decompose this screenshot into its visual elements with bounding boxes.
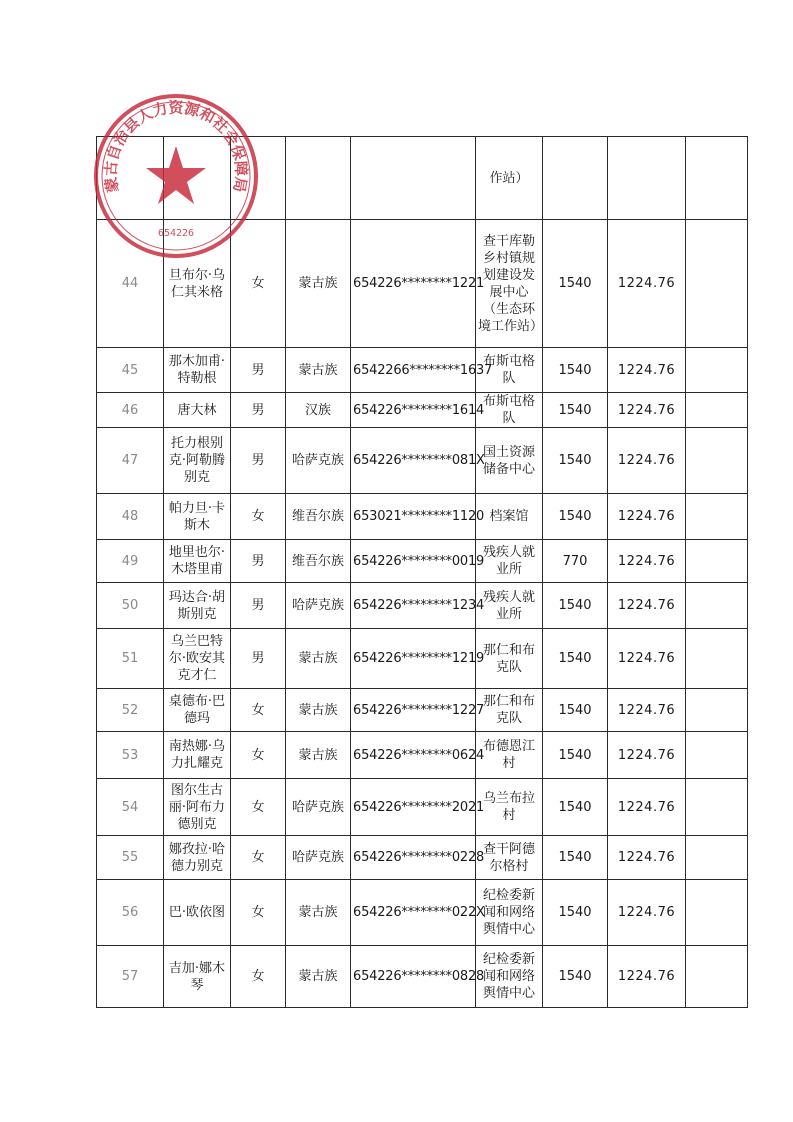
cell-work-unit: 残疾人就业所 bbox=[476, 583, 543, 629]
cell-work-unit: 作站） bbox=[476, 137, 543, 220]
cell-work-unit: 布斯屯格队 bbox=[476, 348, 543, 393]
cell-ethnicity bbox=[286, 137, 351, 220]
table-row bbox=[97, 629, 748, 689]
cell-subsidy-amount: 1224.76 bbox=[608, 583, 686, 629]
cell-subsidy-amount: 1224.76 bbox=[608, 946, 686, 1008]
cell-work-unit: 乌兰布拉村 bbox=[476, 779, 543, 836]
cell-id-number: 654226********1234 bbox=[351, 583, 476, 629]
cell-person-name: 那木加甫·特勒根 bbox=[164, 348, 231, 393]
cell-row-index: 45 bbox=[97, 348, 164, 393]
cell-row-index: 52 bbox=[97, 689, 164, 732]
cell-row-index: 56 bbox=[97, 880, 164, 946]
cell-work-unit: 国土资源储备中心 bbox=[476, 428, 543, 494]
cell-subsidy-amount: 1224.76 bbox=[608, 393, 686, 428]
table-row bbox=[97, 393, 748, 428]
cell-person-name: 乌兰巴特尔·欧安其克才仁 bbox=[164, 629, 231, 689]
cell-person-name: 吉加·娜木琴 bbox=[164, 946, 231, 1008]
cell-remarks bbox=[686, 779, 748, 836]
cell-person-name: 桌德布·巴德玛 bbox=[164, 689, 231, 732]
table-row bbox=[97, 880, 748, 946]
cell-row-index: 48 bbox=[97, 494, 164, 540]
cell-remarks bbox=[686, 732, 748, 779]
table-row bbox=[97, 779, 748, 836]
cell-base-amount: 1540 bbox=[543, 220, 608, 348]
cell-person-name: 图尔生古丽·阿布力德别克 bbox=[164, 779, 231, 836]
cell-ethnicity: 蒙古族 bbox=[286, 946, 351, 1008]
cell-ethnicity: 蒙古族 bbox=[286, 348, 351, 393]
cell-person-name: 托力根别克·阿勒腾别克 bbox=[164, 428, 231, 494]
cell-work-unit: 布德恩江村 bbox=[476, 732, 543, 779]
cell-id-number: 654226********0228 bbox=[351, 836, 476, 880]
cell-gender: 女 bbox=[231, 689, 286, 732]
cell-remarks bbox=[686, 583, 748, 629]
table-row bbox=[97, 583, 748, 629]
cell-row-index: 51 bbox=[97, 629, 164, 689]
cell-remarks bbox=[686, 836, 748, 880]
cell-ethnicity: 蒙古族 bbox=[286, 732, 351, 779]
cell-base-amount: 1540 bbox=[543, 946, 608, 1008]
cell-person-name: 巴·欧依图 bbox=[164, 880, 231, 946]
cell-base-amount: 1540 bbox=[543, 348, 608, 393]
cell-gender: 男 bbox=[231, 428, 286, 494]
cell-gender: 女 bbox=[231, 494, 286, 540]
cell-subsidy-amount: 1224.76 bbox=[608, 348, 686, 393]
cell-row-index: 55 bbox=[97, 836, 164, 880]
cell-gender: 男 bbox=[231, 629, 286, 689]
cell-remarks bbox=[686, 540, 748, 583]
cell-subsidy-amount: 1224.76 bbox=[608, 220, 686, 348]
cell-work-unit: 纪检委新闻和网络舆情中心 bbox=[476, 946, 543, 1008]
cell-row-index: 47 bbox=[97, 428, 164, 494]
cell-person-name: 地里也尔·木塔里甫 bbox=[164, 540, 231, 583]
cell-person-name: 娜孜拉·哈德力别克 bbox=[164, 836, 231, 880]
cell-remarks bbox=[686, 137, 748, 220]
cell-work-unit: 那仁和布克队 bbox=[476, 689, 543, 732]
cell-row-index: 49 bbox=[97, 540, 164, 583]
cell-work-unit: 查干库勒乡村镇规划建设发展中心（生态环境工作站） bbox=[476, 220, 543, 348]
cell-base-amount: 1540 bbox=[543, 689, 608, 732]
cell-remarks bbox=[686, 428, 748, 494]
cell-ethnicity: 哈萨克族 bbox=[286, 428, 351, 494]
table-row bbox=[97, 137, 748, 220]
cell-base-amount bbox=[543, 137, 608, 220]
table-row bbox=[97, 540, 748, 583]
cell-remarks bbox=[686, 946, 748, 1008]
cell-id-number: 653021********1120 bbox=[351, 494, 476, 540]
cell-subsidy-amount: 1224.76 bbox=[608, 494, 686, 540]
cell-remarks bbox=[686, 348, 748, 393]
cell-row-index: 50 bbox=[97, 583, 164, 629]
cell-row-index: 57 bbox=[97, 946, 164, 1008]
table-row bbox=[97, 732, 748, 779]
table-row bbox=[97, 220, 748, 348]
cell-id-number: 654226********1227 bbox=[351, 689, 476, 732]
cell-ethnicity: 蒙古族 bbox=[286, 689, 351, 732]
cell-subsidy-amount: 1224.76 bbox=[608, 732, 686, 779]
cell-remarks bbox=[686, 880, 748, 946]
cell-remarks bbox=[686, 629, 748, 689]
table-row bbox=[97, 494, 748, 540]
cell-row-index: 53 bbox=[97, 732, 164, 779]
cell-id-number: 654226********1219 bbox=[351, 629, 476, 689]
cell-base-amount: 1540 bbox=[543, 583, 608, 629]
cell-base-amount: 1540 bbox=[543, 732, 608, 779]
cell-gender bbox=[231, 137, 286, 220]
cell-ethnicity: 汉族 bbox=[286, 393, 351, 428]
cell-subsidy-amount: 1224.76 bbox=[608, 428, 686, 494]
cell-gender: 女 bbox=[231, 946, 286, 1008]
cell-ethnicity: 蒙古族 bbox=[286, 629, 351, 689]
cell-ethnicity: 哈萨克族 bbox=[286, 779, 351, 836]
cell-person-name: 旦布尔·乌仁其米格 bbox=[164, 220, 231, 348]
cell-base-amount: 1540 bbox=[543, 494, 608, 540]
cell-gender: 女 bbox=[231, 779, 286, 836]
cell-base-amount: 1540 bbox=[543, 629, 608, 689]
seal-code: 654226 bbox=[157, 228, 195, 239]
cell-id-number: 654226********0828 bbox=[351, 946, 476, 1008]
cell-gender: 女 bbox=[231, 880, 286, 946]
cell-work-unit: 那仁和布克队 bbox=[476, 629, 543, 689]
cell-base-amount: 1540 bbox=[543, 880, 608, 946]
cell-gender: 女 bbox=[231, 220, 286, 348]
cell-base-amount: 1540 bbox=[543, 779, 608, 836]
cell-id-number: 654226********1221 bbox=[351, 220, 476, 348]
cell-gender: 女 bbox=[231, 836, 286, 880]
cell-base-amount: 1540 bbox=[543, 428, 608, 494]
cell-id-number: 654226********1614 bbox=[351, 393, 476, 428]
cell-base-amount: 1540 bbox=[543, 836, 608, 880]
cell-person-name: 南热娜·乌力扎耀克 bbox=[164, 732, 231, 779]
cell-person-name: 玛达合·胡斯别克 bbox=[164, 583, 231, 629]
cell-ethnicity: 哈萨克族 bbox=[286, 836, 351, 880]
cell-ethnicity: 哈萨克族 bbox=[286, 583, 351, 629]
cell-ethnicity: 维吾尔族 bbox=[286, 494, 351, 540]
cell-person-name: 帕力旦·卡斯木 bbox=[164, 494, 231, 540]
cell-subsidy-amount: 1224.76 bbox=[608, 880, 686, 946]
cell-person-name: 唐大林 bbox=[164, 393, 231, 428]
cell-subsidy-amount bbox=[608, 137, 686, 220]
cell-remarks bbox=[686, 494, 748, 540]
cell-gender: 男 bbox=[231, 583, 286, 629]
cell-ethnicity: 蒙古族 bbox=[286, 220, 351, 348]
cell-row-index: 44 bbox=[97, 220, 164, 348]
cell-base-amount: 770 bbox=[543, 540, 608, 583]
cell-remarks bbox=[686, 220, 748, 348]
table-row bbox=[97, 428, 748, 494]
cell-row-index bbox=[97, 137, 164, 220]
cell-id-number bbox=[351, 137, 476, 220]
cell-work-unit: 档案馆 bbox=[476, 494, 543, 540]
cell-remarks bbox=[686, 689, 748, 732]
cell-work-unit: 纪检委新闻和网络舆情中心 bbox=[476, 880, 543, 946]
cell-gender: 男 bbox=[231, 348, 286, 393]
cell-remarks bbox=[686, 393, 748, 428]
cell-id-number: 654226********0624 bbox=[351, 732, 476, 779]
table-row bbox=[97, 348, 748, 393]
table-row bbox=[97, 946, 748, 1008]
cell-row-index: 54 bbox=[97, 779, 164, 836]
cell-id-number: 654226********022X bbox=[351, 880, 476, 946]
cell-gender: 女 bbox=[231, 732, 286, 779]
cell-gender: 男 bbox=[231, 540, 286, 583]
cell-subsidy-amount: 1224.76 bbox=[608, 540, 686, 583]
cell-gender: 男 bbox=[231, 393, 286, 428]
cell-ethnicity: 蒙古族 bbox=[286, 880, 351, 946]
table-row bbox=[97, 836, 748, 880]
table-row bbox=[97, 689, 748, 732]
cell-row-index: 46 bbox=[97, 393, 164, 428]
cell-ethnicity: 维吾尔族 bbox=[286, 540, 351, 583]
cell-subsidy-amount: 1224.76 bbox=[608, 689, 686, 732]
cell-id-number: 6542266********1637 bbox=[351, 348, 476, 393]
cell-id-number: 654226********2021 bbox=[351, 779, 476, 836]
cell-subsidy-amount: 1224.76 bbox=[608, 836, 686, 880]
cell-work-unit: 布斯屯格队 bbox=[476, 393, 543, 428]
cell-base-amount: 1540 bbox=[543, 393, 608, 428]
cell-work-unit: 残疾人就业所 bbox=[476, 540, 543, 583]
cell-person-name bbox=[164, 137, 231, 220]
cell-id-number: 654226********081X bbox=[351, 428, 476, 494]
cell-subsidy-amount: 1224.76 bbox=[608, 629, 686, 689]
cell-work-unit: 查干阿德尔格村 bbox=[476, 836, 543, 880]
cell-id-number: 654226********0019 bbox=[351, 540, 476, 583]
subsidy-table bbox=[96, 136, 748, 1008]
cell-subsidy-amount: 1224.76 bbox=[608, 779, 686, 836]
seal-arc-text: 蒙古自治县人力资源和社会保障局 bbox=[101, 98, 251, 194]
